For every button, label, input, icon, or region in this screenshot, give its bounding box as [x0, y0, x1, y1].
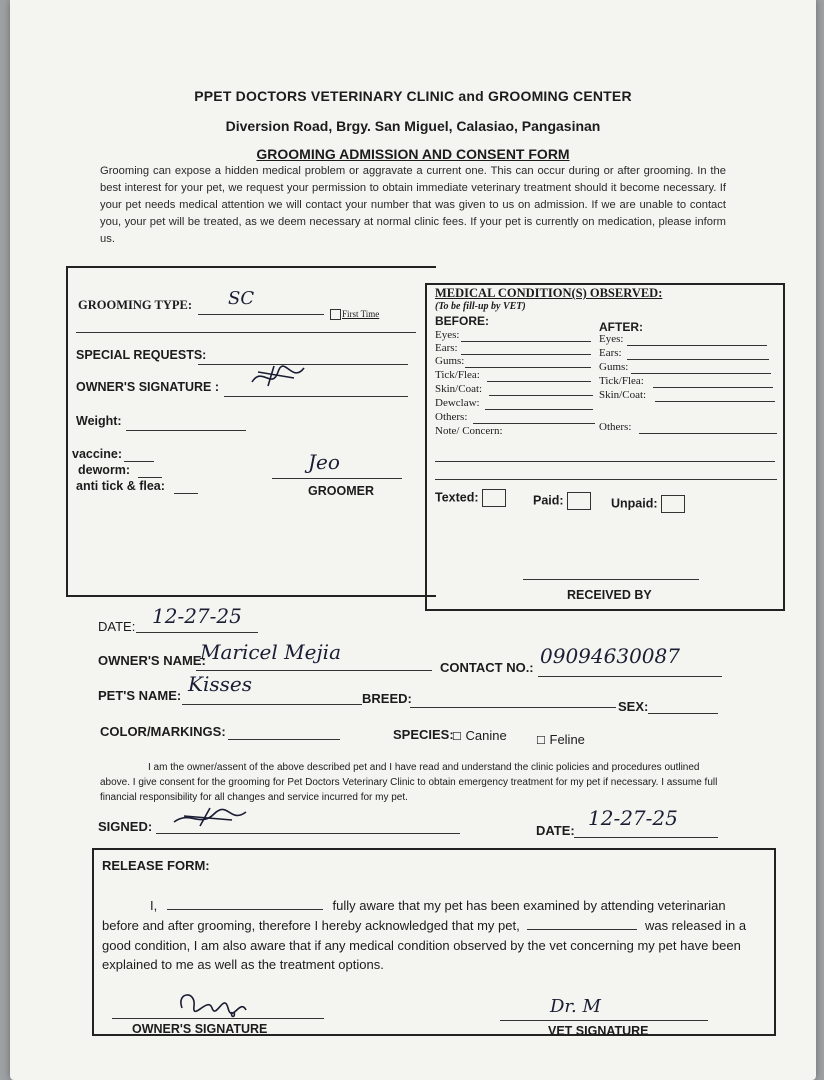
feline-checkbox[interactable]: ☐	[536, 735, 546, 747]
grooming-extra-line	[76, 332, 416, 333]
medical-subtitle: (To be fill-up by VET)	[435, 301, 526, 312]
species-canine-option[interactable]	[452, 728, 507, 743]
release-owner-blank[interactable]	[167, 909, 323, 910]
after-skin-coat: Skin/Coat:	[599, 389, 647, 401]
consent-signature-scribble	[170, 806, 250, 830]
after-others-line	[639, 433, 777, 434]
owner-signature-scribble	[248, 364, 308, 390]
vaccine-label: vaccine:	[72, 447, 123, 461]
clinic-address: Diversion Road, Brgy. San Miguel, Calasiao, Pangasinan	[225, 118, 601, 134]
consent-form-paper	[10, 0, 816, 1080]
before-others: Others:	[435, 411, 468, 423]
form-title: GROOMING ADMISSION AND CONSENT FORM	[256, 146, 570, 162]
consent-date-value[interactable]: 12-27-25	[588, 806, 678, 830]
after-tick-line	[653, 387, 773, 388]
canine-checkbox[interactable]: ☐	[452, 731, 462, 743]
consent-text: I am the owner/assent of the above described pet and I have read and understand the clinic policies and procedures outlined above. I give consent for the grooming for Pet Doctors Veterinary Clinic to obtain emergency treatment for my pet if necessary. I assume full financial responsibility for all changes and service incurred for my pet.	[100, 762, 718, 803]
signed-label: SIGNED:	[98, 819, 153, 834]
first-time-checkbox[interactable]	[330, 309, 341, 320]
after-gums: Gums:	[599, 361, 629, 373]
color-line	[228, 739, 340, 740]
signed-line	[156, 833, 460, 834]
release-form-box	[92, 848, 776, 1036]
consent-date-label: DATE:	[536, 823, 575, 838]
date-line	[136, 632, 258, 633]
medical-panel	[425, 283, 785, 611]
texted-label: Texted:	[435, 490, 479, 505]
groomer-value[interactable]: Jeo	[308, 450, 340, 474]
pet-name-value[interactable]: Kisses	[188, 672, 252, 696]
date-label: DATE:	[98, 619, 136, 634]
after-ears-line	[627, 359, 769, 360]
texted-checkbox[interactable]	[482, 489, 506, 507]
vaccine-line	[124, 461, 154, 462]
medical-title: MEDICAL CONDITION(S) OBSERVED:	[435, 286, 663, 300]
owner-signature-line	[224, 396, 408, 397]
date-value[interactable]: 12-27-25	[152, 604, 242, 628]
before-dewclaw-line	[485, 409, 593, 410]
unpaid-checkbox[interactable]	[661, 495, 685, 513]
anti-tick-line	[174, 493, 198, 494]
consent-date-line	[574, 837, 718, 838]
grooming-type-line	[198, 314, 324, 315]
paid-checkbox[interactable]	[567, 492, 591, 510]
before-tick-flea: Tick/Flea:	[435, 369, 480, 381]
release-line1-post: fully aware that my pet has been examined by attending veterinarian	[332, 898, 726, 913]
intro-paragraph: Grooming can expose a hidden medical problem or aggravate a current one. This can occur during or after grooming. In the best interest for your pet, we request your permission to obtain immediate veterinary treatment should it become necessary. If your pet needs medical attention we will contact your number that was given to us on admission. If we are unable to contact you, your pet will be treated, as we deem necessary at normal clinic fees. If your pet is currently on medication, please inform us.	[100, 165, 726, 245]
note-line-1	[435, 461, 775, 462]
vet-signature-value[interactable]: Dr. M	[550, 996, 601, 1017]
feline-label: Feline	[549, 732, 585, 747]
sex-label: SEX:	[618, 699, 649, 714]
species-feline-option[interactable]	[536, 732, 585, 747]
after-eyes-line	[627, 345, 767, 346]
color-label: COLOR/MARKINGS:	[100, 724, 226, 739]
unpaid-label: Unpaid:	[611, 496, 658, 511]
before-skin-coat: Skin/Coat:	[435, 383, 483, 395]
release-owner-signature	[174, 988, 254, 1018]
canine-label: Canine	[465, 728, 507, 743]
sex-line	[648, 713, 718, 714]
before-eyes-line	[461, 341, 591, 342]
pet-name-line	[182, 704, 362, 705]
contact-label: CONTACT NO.:	[440, 660, 534, 675]
weight-label: Weight:	[76, 414, 122, 428]
release-line1-pre: I,	[150, 898, 158, 913]
breed-label: BREED:	[362, 691, 412, 706]
owner-name-line	[196, 670, 432, 671]
after-skin-line	[655, 401, 775, 402]
before-others-line	[473, 423, 595, 424]
release-line2-post: was released in a	[644, 918, 747, 933]
before-ears: Ears:	[435, 342, 458, 354]
note-concern-label: Note/ Concern:	[435, 425, 503, 437]
before-skin-line	[489, 395, 593, 396]
groomer-line	[272, 478, 402, 479]
release-pet-blank[interactable]	[527, 929, 637, 930]
contact-value[interactable]: 09094630087	[540, 644, 680, 668]
grooming-type-label: GROOMING TYPE:	[78, 298, 193, 312]
species-label: SPECIES:	[393, 727, 454, 742]
after-tick-flea: Tick/Flea:	[599, 375, 644, 387]
owner-name-value[interactable]: Maricel Mejia	[200, 640, 341, 664]
owner-signature-label: OWNER'S SIGNATURE :	[76, 380, 220, 394]
groomer-label: GROOMER	[308, 484, 374, 498]
before-dewclaw: Dewclaw:	[435, 397, 480, 409]
before-eyes: Eyes:	[435, 329, 460, 341]
weight-line	[126, 430, 246, 431]
deworm-label: deworm:	[78, 463, 131, 477]
owner-name-label: OWNER'S NAME:	[98, 653, 206, 668]
before-gums-line	[465, 367, 591, 368]
before-gums: Gums:	[435, 355, 465, 367]
grooming-type-value[interactable]: SC	[228, 288, 255, 309]
breed-line	[410, 707, 616, 708]
received-by-line	[523, 579, 699, 580]
after-others: Others:	[599, 421, 632, 433]
grooming-panel	[66, 266, 436, 597]
vet-signature-label: VET SIGNATURE	[548, 1024, 649, 1038]
after-ears: Ears:	[599, 347, 622, 359]
first-time-label: First Time	[342, 309, 380, 319]
release-line-3: good condition, I am also aware that if any medical condition observed by the vet concerning my pet have been explained to me as well as the treatment options.	[102, 938, 741, 972]
note-line-2	[435, 479, 777, 480]
anti-tick-label: anti tick & flea:	[76, 479, 165, 493]
deworm-line	[138, 477, 162, 478]
clinic-name: PPET DOCTORS VETERINARY CLINIC and GROOMING CENTER	[194, 88, 632, 104]
release-line-2	[102, 916, 770, 935]
release-line2-pre: before and after grooming, therefore I hereby acknowledged that my pet,	[102, 918, 520, 933]
after-gums-line	[631, 373, 771, 374]
paid-field	[533, 492, 591, 510]
before-tick-line	[487, 381, 591, 382]
release-owner-signature-label: OWNER'S SIGNATURE	[132, 1022, 268, 1036]
paid-label: Paid:	[533, 493, 564, 508]
after-eyes: Eyes:	[599, 333, 624, 345]
release-title: RELEASE FORM:	[102, 858, 210, 873]
pet-name-label: PET'S NAME:	[98, 688, 182, 703]
unpaid-field	[611, 495, 685, 513]
before-ears-line	[461, 354, 591, 355]
after-label: AFTER:	[599, 320, 643, 334]
special-requests-label: SPECIAL REQUESTS:	[76, 348, 207, 362]
contact-line	[538, 676, 722, 677]
release-owner-signature-line	[112, 1018, 324, 1019]
release-line-1	[102, 896, 770, 915]
before-label: BEFORE:	[435, 314, 489, 328]
texted-field	[435, 489, 506, 507]
received-by-label: RECEIVED BY	[567, 588, 652, 602]
vet-signature-line	[500, 1020, 708, 1021]
